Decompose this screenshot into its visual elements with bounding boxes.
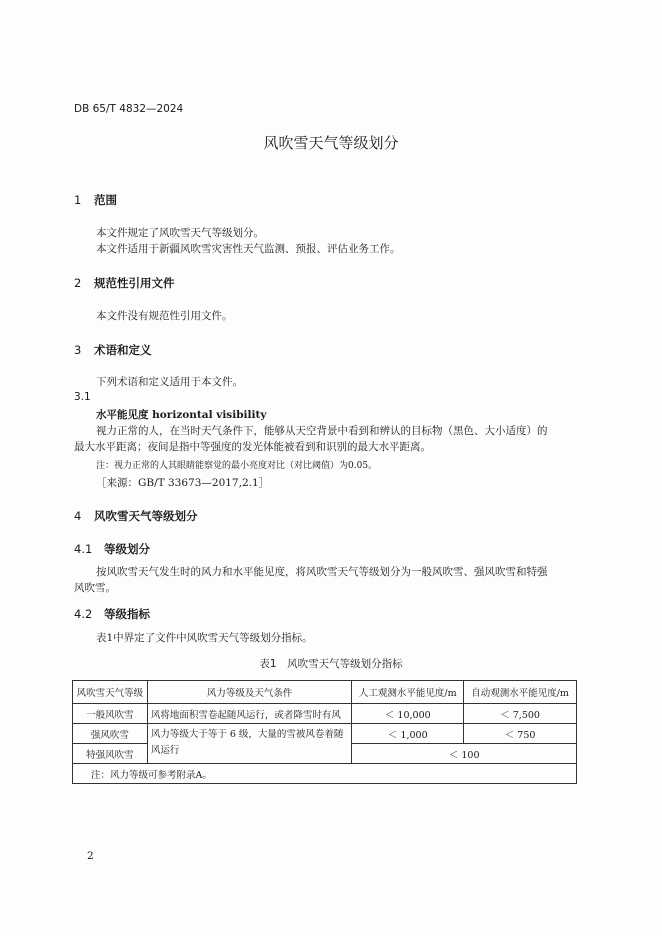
section-4-heading [74,508,198,524]
section-1-paragraph-1: 本文件规定了风吹雪天气等级划分。 [96,227,264,239]
section-4-1-paragraph-line-2: 风吹雪。 [74,582,116,594]
section-title: 范围 [94,193,117,207]
condition-cell: 风力等级大于等于 6 级，大量的雪被风卷着随风运行 [147,724,352,764]
section-number: 3 [74,343,82,357]
section-4-1-heading [74,541,150,557]
section-4-2-paragraph-1: 表1中界定了文件中风吹雪天气等级划分指标。 [96,632,313,644]
section-title: 规范性引用文件 [94,276,175,290]
page-number: 2 [87,850,94,862]
section-title: 风吹雪天气等级划分 [94,509,198,523]
section-1-heading [74,192,117,208]
section-title: 等级划分 [104,542,150,556]
term-source: ［来源：GB/T 33673—2017,2.1］ [96,477,270,489]
table-header-row [73,681,577,704]
table-note-row [73,764,577,784]
section-2-heading [74,275,175,291]
term-definition-line-1: 视力正常的人，在当时天气条件下，能够从天空背景中看到和辨认的目标物（黑色、大小适度）的 [96,425,548,437]
section-number: 2 [74,276,82,290]
grade-table [72,680,577,784]
auto-visibility-cell: ＜ 7,500 [464,704,577,724]
header-grade: 风吹雪天气等级 [73,681,148,704]
section-1-paragraph-2: 本文件适用于新疆风吹雪灾害性天气监测、预报、评估业务工作。 [96,243,401,255]
term-name-cn: 水平能见度 [96,409,149,421]
term-name-en: horizontal visibility [152,409,267,421]
term-definition-line-2: 最大水平距离；夜间是指中等强度的发光体能被看到和识别的最大水平距离。 [74,441,431,453]
term-heading [96,407,266,422]
section-title: 术语和定义 [94,343,152,357]
grade-cell: 特强风吹雪 [73,744,148,764]
manual-visibility-cell: ＜ 1,000 [352,724,464,744]
combined-visibility-cell: ＜ 100 [352,744,577,764]
table-row [73,724,577,744]
grade-cell: 一般风吹雪 [73,704,148,724]
condition-cell: 风将地面积雪卷起随风运行，或者降雪时有风 [147,704,352,724]
term-number: 3.1 [74,391,91,403]
section-3-heading [74,342,152,358]
standard-code: DB 65/T 4832—2024 [74,103,184,115]
section-number: 1 [74,193,82,207]
section-title: 等级指标 [104,607,150,621]
header-condition: 风力等级及天气条件 [147,681,352,704]
term-note: 注：视力正常的人其眼睛能察觉的最小亮度对比（对比阈值）为0.05。 [96,461,378,471]
header-manual-visibility: 人工观测水平能见度/m [352,681,464,704]
manual-visibility-cell: ＜ 10,000 [352,704,464,724]
section-number: 4.1 [74,542,93,556]
section-3-paragraph-1: 下列术语和定义适用于本文件。 [96,376,243,388]
section-4-2-heading [74,606,150,622]
section-number: 4 [74,509,82,523]
document-title: 风吹雪天气等级划分 [263,134,399,152]
header-auto-visibility: 自动观测水平能见度/m [464,681,577,704]
table-caption: 表1 风吹雪天气等级划分指标 [259,658,403,670]
auto-visibility-cell: ＜ 750 [464,724,577,744]
table-row [73,704,577,724]
table-note: 注：风力等级可参考附录A。 [73,764,577,784]
section-number: 4.2 [74,607,93,621]
section-4-1-paragraph-line-1: 按风吹雪天气发生时的风力和水平能见度，将风吹雪天气等级划分为一般风吹雪、强风吹雪和特强 [96,566,548,578]
grade-cell: 强风吹雪 [73,724,148,744]
section-2-paragraph-1: 本文件没有规范性引用文件。 [96,310,233,322]
